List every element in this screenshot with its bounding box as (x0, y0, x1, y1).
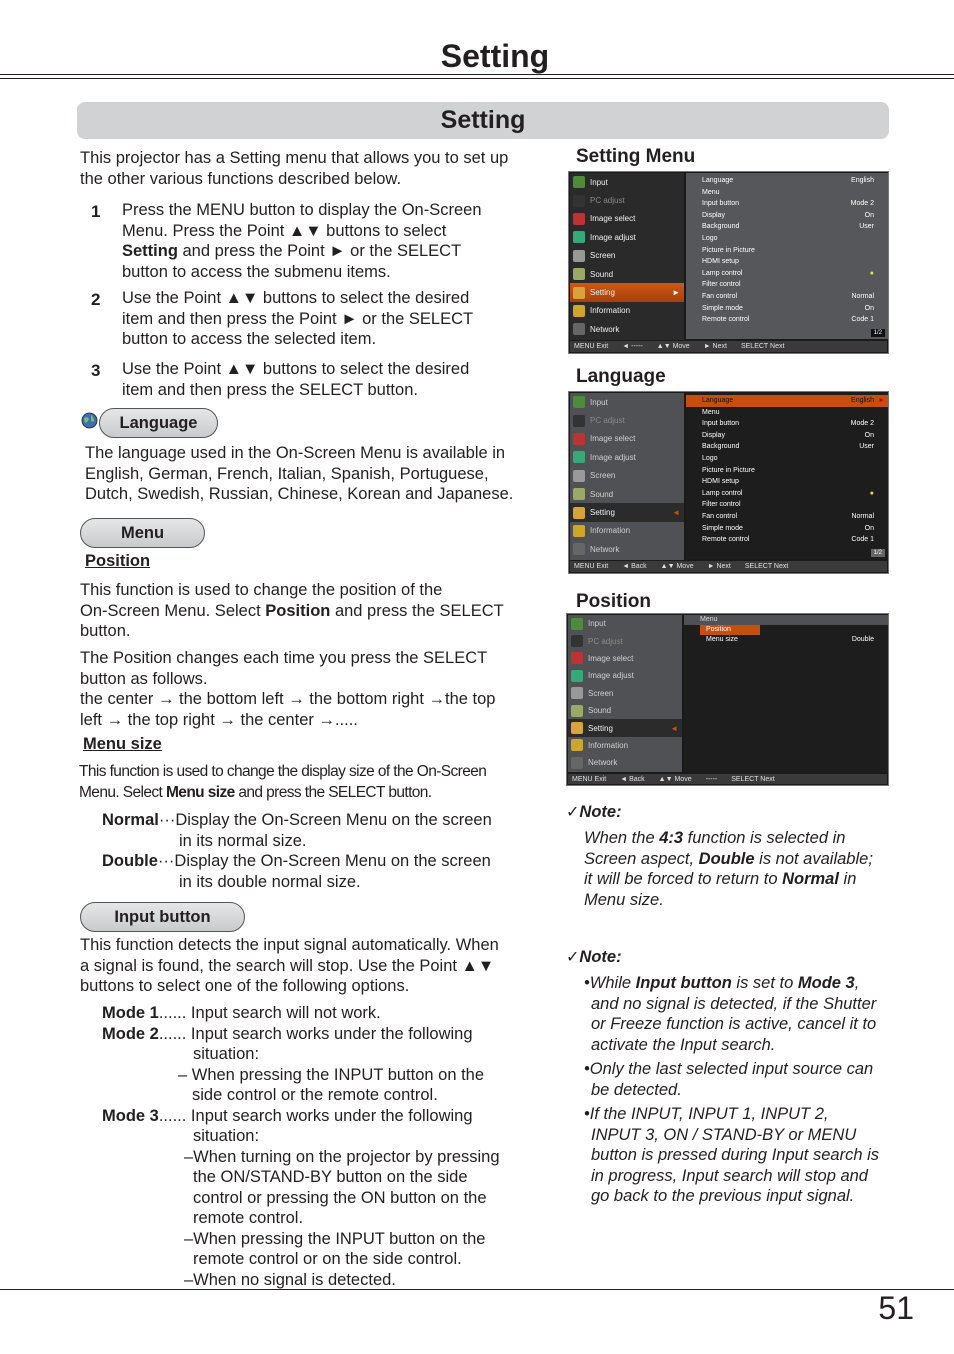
mode-3-line-5: control or pressing the ON button on the (193, 1188, 487, 1207)
osd1-row: Lamp control ● (686, 268, 888, 280)
osd3-item-pc-adjust: PC adjust (568, 632, 682, 649)
osd2-item-image-adjust: Image adjust (570, 448, 684, 466)
mode-3-line-3: –When turning on the projector by pressing (184, 1147, 500, 1166)
mode-3: Mode 3...... Input search works under the following (102, 1106, 473, 1125)
osd2-row: Display On (702, 431, 874, 439)
note-2-text (584, 973, 904, 1207)
language-text (85, 443, 535, 505)
osd2-row: Menu (702, 408, 720, 416)
osd1-item-image-select: Image select (570, 210, 684, 228)
osd1-row: Logo (702, 234, 718, 242)
osd3-item-image-select: Image select (568, 650, 682, 667)
language-screenshot (568, 391, 889, 574)
osd2-row: Logo (702, 454, 718, 462)
osd1-row: Fan control Normal (702, 292, 874, 300)
osd1-row: Background User (702, 223, 874, 231)
mode-3-line-4: the ON/STAND-BY button on the side (193, 1168, 468, 1186)
osd2-page-indicator: 1/2 (871, 549, 885, 557)
note-2-heading: ✓Note: (566, 948, 622, 966)
language-pill: Language (99, 408, 218, 438)
osd2-left-panel (570, 393, 684, 560)
osd3-menu-label: Menu (700, 616, 718, 623)
osd3-item-screen: Screen (568, 685, 682, 702)
note-1-line-3: it will be forced to return to Normal in (584, 870, 857, 888)
note-2-bullet-3-line-3: button is pressed during Input search is (591, 1146, 880, 1164)
osd2-item-image-select: Image select (570, 430, 684, 448)
mode-2-line-4: side control or the remote control. (192, 1086, 438, 1104)
osd2-item-setting: Setting ◄ (570, 503, 684, 521)
language-line-1: The language used in the On-Screen Menu is available in (85, 444, 506, 462)
footer-rule (0, 1289, 954, 1290)
osd2-row: Picture in Picture (702, 466, 755, 474)
mode-2: Mode 2...... Input search works under the following (102, 1024, 473, 1043)
double-line-2: in its double normal size. (179, 872, 361, 891)
osd2-right-panel (686, 393, 888, 559)
osd1-row: Display On (702, 211, 874, 219)
globe-icon (81, 412, 98, 429)
position-paragraph-2 (80, 648, 530, 730)
menu-size-line-2: Menu. Select Menu size and press the SELECT button. (79, 783, 432, 801)
double-line-1: Double···Display the On-Screen Menu on the screen (102, 852, 491, 870)
note-2-bullet-1-line-3: or Freeze function is active, cancel it to (591, 1015, 877, 1033)
note-1-line-1: When the 4:3 function is selected in (584, 829, 846, 847)
position-screenshot-heading: Position (576, 591, 651, 612)
osd1-left-panel (570, 173, 684, 340)
osd2-item-input: Input (570, 393, 684, 411)
osd1-item-network: Network (570, 320, 684, 338)
step-3-line-2: item and then press the SELECT button. (122, 380, 418, 399)
lamp-icon: ● (869, 489, 874, 497)
position-p2-line-3: the center → the bottom left → the bottom right →the top (80, 690, 496, 708)
note-2-bullet-2-line-2: be detected. (591, 1080, 682, 1099)
osd3-item-image-adjust: Image adjust (568, 667, 682, 684)
osd2-row: Lamp control ● (686, 488, 888, 500)
osd2-item-information: Information (570, 522, 684, 540)
mode-3-line-2: situation: (193, 1127, 260, 1145)
note-2-bullet-3-line-1: •If the INPUT, INPUT 1, INPUT 2, (584, 1105, 829, 1123)
osd1-row: Picture in Picture (702, 246, 755, 254)
double-option (102, 851, 542, 892)
osd3-submenu (684, 625, 888, 772)
osd1-item-image-adjust: Image adjust (570, 228, 684, 246)
note-2-bullet-1-line-1: •While Input button is set to Mode 3, (584, 974, 860, 992)
osd1-item-sound: Sound (570, 265, 684, 283)
step-1-text (122, 200, 542, 282)
osd3-left-panel (568, 615, 682, 772)
osd2-item-screen: Screen (570, 467, 684, 485)
osd2-item-pc-adjust: PC adjust (570, 411, 684, 429)
step-2-line-3: button to access the selected item. (122, 330, 377, 348)
note-1-line-2: Screen aspect, Double is not available; (584, 849, 873, 868)
menu-size-line-1: This function is used to change the display size of the On-Screen (79, 763, 487, 780)
step-1-line-2: Menu. Press the Point ▲▼ buttons to select (122, 221, 447, 240)
note-2-bullet-3-line-2: INPUT 3, ON / STAND-BY or MENU (591, 1125, 857, 1144)
note-1-line-4: Menu size. (584, 890, 664, 909)
setting-menu-screenshot (568, 171, 889, 354)
note-1-heading: ✓Note: (566, 803, 622, 821)
normal-line-1: Normal···Display the On-Screen Menu on the screen (102, 811, 492, 829)
header-rule-2 (0, 78, 954, 79)
setting-menu-heading: Setting Menu (576, 146, 696, 167)
position-p1-line-3: button. (80, 622, 131, 640)
step-3-number: 3 (91, 361, 101, 380)
position-screenshot (566, 613, 889, 786)
input-button-line-2: a signal is found, the search will stop. Use the Point ▲▼ (80, 956, 495, 975)
osd1-right-panel (686, 173, 888, 339)
osd1-row: HDMI setup (702, 258, 739, 266)
position-p1-line-2: On-Screen Menu. Select Position and press the SELECT (80, 601, 504, 620)
language-line-3: Dutch, Swedish, Russian, Chinese, Korean and Japanese. (85, 485, 514, 503)
mode-list (102, 1003, 542, 1290)
normal-line-2: in its normal size. (179, 831, 307, 850)
osd1-item-information: Information (570, 302, 684, 320)
osd3-item-setting: Setting ◄ (568, 719, 682, 736)
input-button-text (80, 935, 540, 997)
osd2-row: Background User (702, 443, 874, 451)
osd2-row: Filter control (702, 501, 741, 509)
osd2-item-network: Network (570, 540, 684, 558)
step-1-line-1: Press the MENU button to display the On-Screen (122, 201, 482, 219)
osd3-bottom-bar: MENU Exit ◄ Back ▲▼ Move ----- SELECT Next (568, 774, 887, 784)
normal-option (102, 810, 542, 851)
osd2-row: Simple mode On (702, 524, 874, 532)
step-3-line-1: Use the Point ▲▼ buttons to select the desired (122, 360, 470, 378)
page-title: Setting (440, 38, 550, 74)
osd2-item-sound: Sound (570, 485, 684, 503)
menu-size-text (79, 762, 539, 803)
step-1-line-4: button to access the submenu items. (122, 262, 391, 281)
osd2-bottom-bar: MENU Exit ◄ Back ▲▼ Move ► Next SELECT Next (570, 561, 887, 572)
position-p2-line-4: left → the top right → the center →..... (80, 710, 358, 729)
osd1-row: Input button Mode 2 (702, 200, 874, 208)
note-2-bullet-2-line-1: •Only the last selected input source can (584, 1060, 874, 1078)
note-1-text (584, 828, 888, 910)
mode-1: Mode 1...... Input search will not work. (102, 1004, 381, 1022)
osd2-row: HDMI setup (702, 478, 739, 486)
intro-text: This projector has a Setting menu that allows you to set up the other various functions described below. (80, 149, 509, 188)
position-p1-line-1: This function is used to change the position of the (80, 581, 443, 599)
menu-pill: Menu (80, 518, 205, 548)
position-heading: Position (85, 552, 151, 570)
menu-size-heading: Menu size (83, 735, 162, 753)
osd1-row: Filter control (702, 281, 741, 289)
osd1-row: Language English (702, 177, 874, 184)
osd2-row: Fan control Normal (702, 512, 874, 520)
section-title: Setting (440, 106, 526, 134)
step-2-number: 2 (91, 290, 101, 309)
osd1-row: Simple mode On (702, 304, 874, 312)
note-2-bullet-1-line-4: activate the Input search. (591, 1035, 776, 1054)
osd3-item-network: Network (568, 754, 682, 771)
step-1-number: 1 (91, 202, 101, 221)
mode-3-line-9: –When no signal is detected. (184, 1270, 396, 1289)
step-1-line-3: Setting and press the Point ► or the SELECT (122, 242, 462, 260)
osd1-item-input: Input (570, 173, 684, 191)
header-rule (0, 74, 954, 75)
position-p2-line-2: button as follows. (80, 669, 208, 688)
checkmark-icon: ✓ (566, 804, 580, 821)
osd1-page-indicator: 1/2 (871, 329, 885, 337)
osd3-item-sound: Sound (568, 702, 682, 719)
osd1-item-pc-adjust: PC adjust (570, 191, 684, 209)
note-2-bullet-3-line-5: go back to the previous input signal. (591, 1187, 855, 1205)
page-number: 51 (878, 1290, 914, 1326)
osd3-menu-size-row: Menu size Double (706, 636, 874, 643)
mode-3-line-6: remote control. (193, 1209, 304, 1227)
osd2-row-language: Language English ► (686, 395, 888, 407)
note-2-bullet-3-line-4: in progress, Input search will stop and (591, 1166, 868, 1185)
osd2-row: Input button Mode 2 (702, 420, 874, 428)
language-line-2: English, German, French, Italian, Spanish, Portuguese, (85, 464, 489, 483)
mode-3-line-8: remote control or on the side control. (193, 1250, 462, 1268)
lamp-icon: ● (869, 269, 874, 277)
osd3-right-panel (684, 615, 888, 772)
checkmark-icon: ✓ (566, 949, 580, 966)
osd2-row: Remote control Code 1 (702, 536, 874, 544)
note-2-bullet-1-line-2: and no signal is detected, if the Shutter (591, 994, 877, 1013)
osd1-row: Menu (702, 188, 720, 196)
mode-2-line-3: – When pressing the INPUT button on the (178, 1065, 485, 1084)
osd3-item-information: Information (568, 737, 682, 754)
step-3-text (122, 359, 542, 400)
input-button-pill: Input button (80, 902, 245, 932)
mode-2-line-2: situation: (193, 1045, 260, 1063)
input-button-line-3: buttons to select one of the following options. (80, 977, 410, 995)
osd3-item-input: Input (568, 615, 682, 632)
step-2-text (122, 288, 542, 350)
step-2-line-1: Use the Point ▲▼ buttons to select the desired (122, 289, 470, 307)
language-screenshot-heading: Language (576, 366, 666, 387)
osd1-row: Remote control Code 1 (702, 316, 874, 324)
mode-3-line-7: –When pressing the INPUT button on the (184, 1229, 486, 1248)
osd1-item-screen: Screen (570, 247, 684, 265)
position-paragraph-1 (80, 580, 530, 642)
input-button-line-1: This function detects the input signal automatically. When (80, 936, 499, 954)
osd1-item-setting: Setting ► (570, 283, 684, 301)
step-2-line-2: item and then press the Point ► or the SELECT (122, 309, 474, 328)
osd3-position-row: Position (700, 625, 760, 635)
osd1-bottom-bar: MENU Exit ◄ ----- ▲▼ Move ► Next SELECT Next (570, 341, 887, 352)
position-p2-line-1: The Position changes each time you press the SELECT (80, 649, 488, 667)
